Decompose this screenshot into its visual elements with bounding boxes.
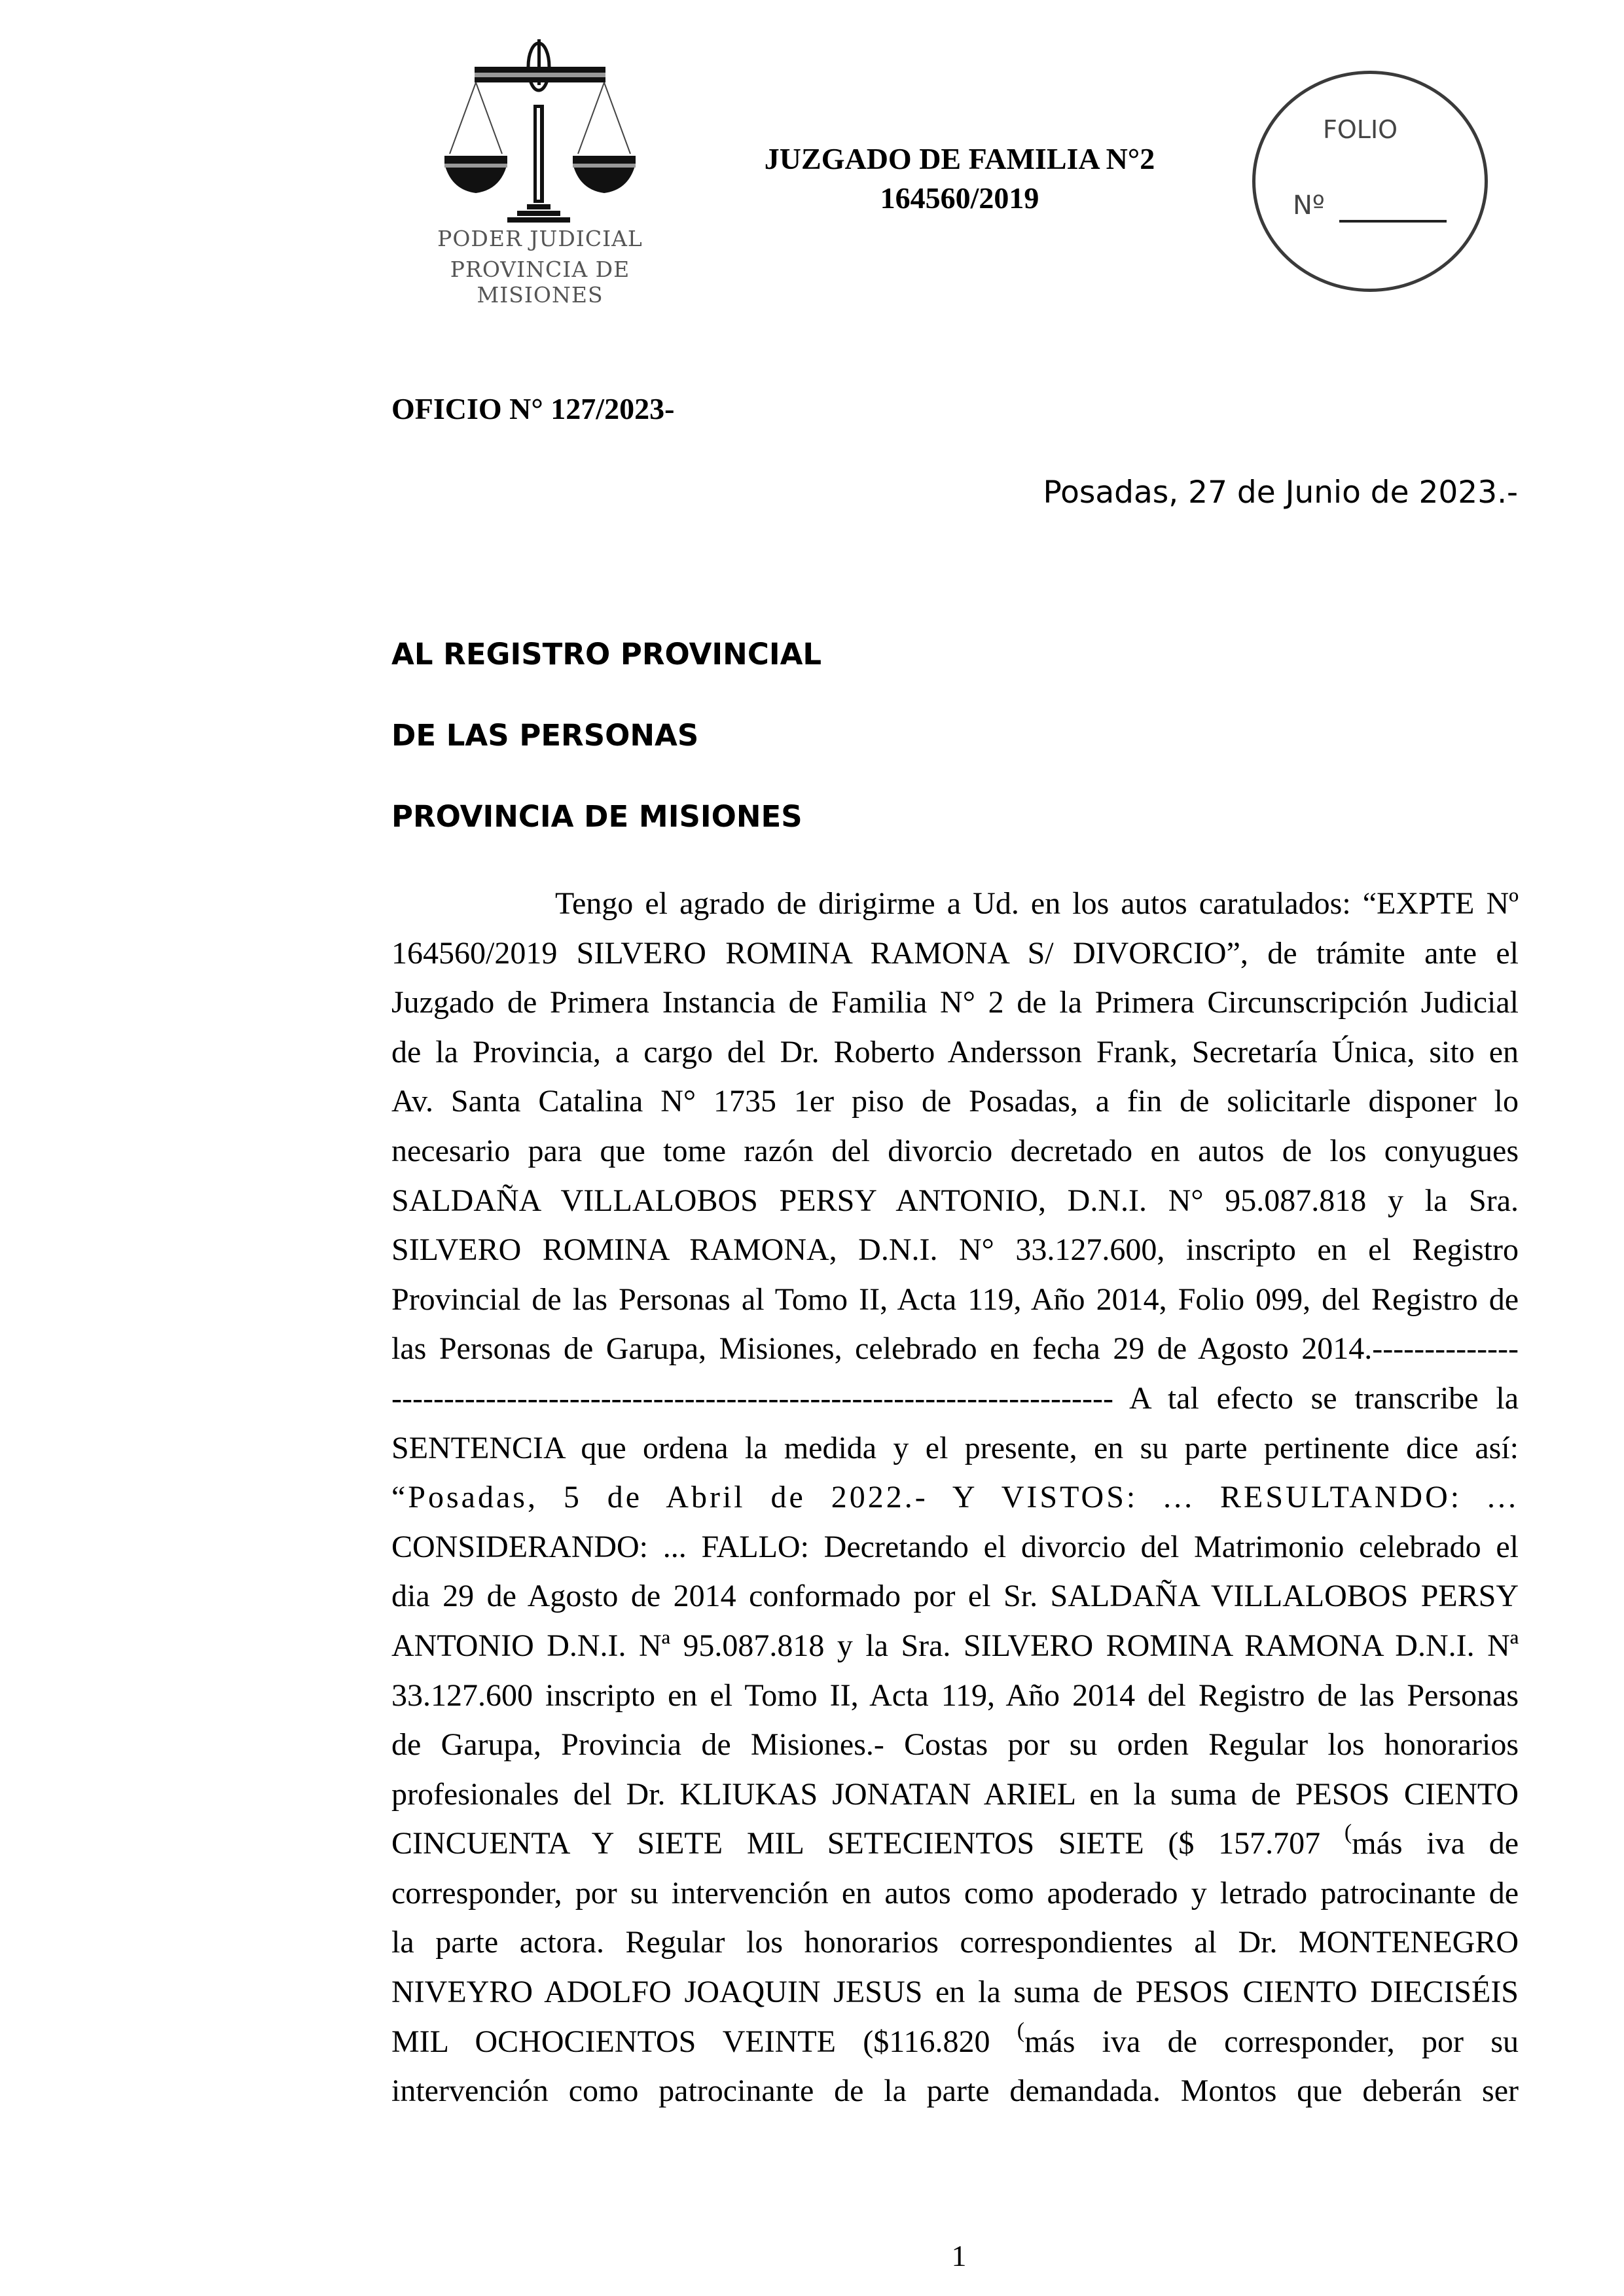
body-line: necesario para que tome razón del divorcio decretado en autos de los conyugues xyxy=(391,1133,1519,1168)
court-name: JUZGADO DE FAMILIA N°2 xyxy=(764,142,1155,175)
body-line: 33.127.600 inscripto en el Tomo II, Acta 119, Año 2014 del Registro de las Personas xyxy=(391,1677,1519,1713)
body-line: corresponder, por su intervención en autos como apoderado y letrado patrocinante de xyxy=(391,1875,1519,1910)
body-line: Tengo el agrado de dirigirme a Ud. en los autos caratulados: “EXPTE Nº xyxy=(555,886,1519,921)
addressee-line: DE LAS PERSONAS xyxy=(391,718,699,753)
addressee-block xyxy=(391,635,821,878)
body-line: SILVERO ROMINA RAMONA, D.N.I. N° 33.127.600, inscripto en el Registro xyxy=(391,1232,1519,1268)
body-line: ANTONIO D.N.I. Nª 95.087.818 y la Sra. SILVERO ROMINA RAMONA D.N.I. Nª xyxy=(391,1628,1519,1663)
folio-number-blank xyxy=(1339,220,1447,223)
body-paragraph xyxy=(391,879,1519,2116)
body-line: “Posadas, 5 de Abril de 2022.- Y VISTOS: ... RESULTANDO: ... xyxy=(391,1480,1519,1515)
body-line: Av. Santa Catalina N° 1735 1er piso de Posadas, a fin de solicitarle disponer lo xyxy=(391,1084,1519,1119)
folio-label: FOLIO xyxy=(1323,115,1398,144)
body-line: dia 29 de Agosto de 2014 conformado por el Sr. SALDAÑA VILLALOBOS PERSY xyxy=(391,1579,1519,1614)
body-line: de la Provincia, a cargo del Dr. Roberto Andersson Frank, Secretaría Única, sito en xyxy=(391,1034,1519,1069)
fee-text: MIL OCHOCIENTOS VEINTE ($116.820 xyxy=(391,2024,1017,2059)
fee-text: CINCUENTA Y SIETE MIL SETECIENTOS SIETE ($ 157.707 xyxy=(391,1826,1344,1861)
body-line: SALDAÑA VILLALOBOS PERSY ANTONIO, D.N.I. N° 95.087.818 y la Sra. xyxy=(391,1183,1519,1218)
body-line: Juzgado de Primera Instancia de Familia N° 2 de la Primera Circunscripción Judicial xyxy=(391,985,1519,1020)
body-line-fee-2 xyxy=(391,2017,1519,2067)
fee-text: más iva de xyxy=(1352,1826,1519,1861)
body-line-fee-1 xyxy=(391,1819,1519,1869)
superscript-paren: ( xyxy=(1017,2018,1025,2043)
folio-number-label: Nº xyxy=(1293,190,1325,221)
body-line: Provincial de las Personas al Tomo II, Acta 119, Año 2014, Folio 099, del Registro de xyxy=(391,1282,1519,1317)
date-line: Posadas, 27 de Junio de 2023.- xyxy=(1043,475,1518,511)
folio-circle xyxy=(1252,71,1488,292)
body-line: SENTENCIA que ordena la medida y el presente, en su parte pertinente dice así: xyxy=(391,1430,1519,1465)
addressee-line: PROVINCIA DE MISIONES xyxy=(391,799,803,834)
body-line: NIVEYRO ADOLFO JOAQUIN JESUS en la suma de PESOS CIENTO DIECISÉIS xyxy=(391,1975,1519,2010)
folio-stamp xyxy=(1252,71,1487,291)
page-number: 1 xyxy=(951,2239,967,2272)
oficio-number: OFICIO N° 127/2023- xyxy=(391,392,675,425)
court-header xyxy=(694,139,1225,218)
body-line: CONSIDERANDO: ... FALLO: Decretando el divorcio del Matrimonio celebrado el xyxy=(391,1529,1519,1564)
body-line: de Garupa, Provincia de Misiones.- Costas por su orden Regular los honorarios xyxy=(391,1727,1519,1763)
case-number: 164560/2019 xyxy=(880,181,1039,215)
logo-text-poder-judicial: PODER JUDICIAL xyxy=(437,226,643,251)
scales-of-justice-icon xyxy=(435,39,645,223)
poder-judicial-logo xyxy=(406,39,674,308)
addressee-line: AL REGISTRO PROVINCIAL xyxy=(391,637,822,672)
body-line: las Personas de Garupa, Misiones, celebrado en fecha 29 de Agosto 2014.-------------- xyxy=(391,1331,1519,1367)
body-line: intervención como patrocinante de la parte demandada. Montos que deberán ser xyxy=(391,2073,1519,2109)
body-line: la parte actora. Regular los honorarios correspondientes al Dr. MONTENEGRO xyxy=(391,1925,1519,1960)
superscript-paren: ( xyxy=(1344,1820,1352,1845)
fee-text: más iva de corresponder, por su xyxy=(1024,2024,1519,2059)
logo-text-provincia: PROVINCIA DE MISIONES xyxy=(450,257,630,308)
body-line: --------------------------------------------------------------------- A tal efecto se transcribe la xyxy=(391,1380,1519,1416)
body-line: profesionales del Dr. KLIUKAS JONATAN ARIEL en la suma de PESOS CIENTO xyxy=(391,1776,1519,1812)
body-line: 164560/2019 SILVERO ROMINA RAMONA S/ DIVORCIO”, de trámite ante el xyxy=(391,935,1519,971)
